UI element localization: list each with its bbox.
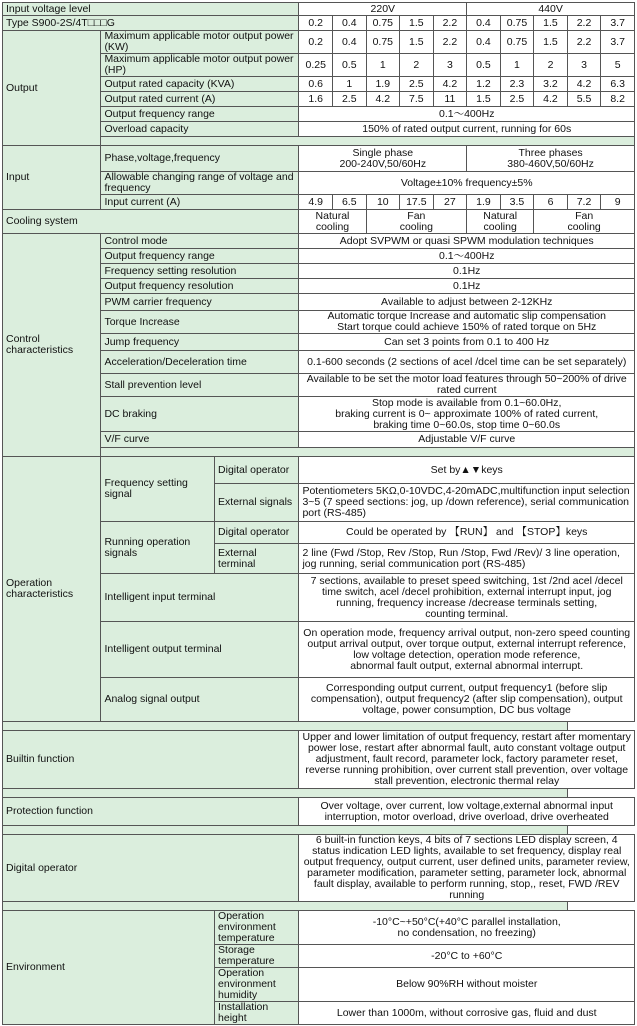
value-cell: Three phases 380-460V,50/60Hz [467, 146, 635, 172]
row-label: Digital operator [215, 522, 299, 544]
table-row [3, 146, 635, 172]
table-row [3, 234, 635, 249]
row-label: Environment [3, 911, 215, 1025]
value-cell: Fan cooling [534, 210, 635, 234]
value-cell: 0.25 [299, 54, 333, 77]
value-cell: 0.4 [467, 16, 501, 31]
row-label: Intelligent input terminal [101, 574, 299, 622]
value-cell: 2.2 [567, 16, 601, 31]
value-cell: 0.4 [467, 31, 501, 54]
value-cell: 17.5 [400, 195, 434, 210]
value-cell: 5.5 [567, 92, 601, 107]
table-row [3, 798, 635, 826]
value-cell: -10°C~+50°C(+40°C parallel installation, no condensation, no freezing) [299, 911, 635, 945]
value-cell: 6 built-in function keys, 4 bits of 7 sections LED display screen, 4 status indication LED lights, available to set frequency, display real output frequency, output current, user defined units, parameter review, parameter modification, parameter setting, parameter lock, abnormal fault display, available to perform running, stop,, reset, FWD /REV running [299, 835, 635, 902]
value-cell: 2 [534, 54, 568, 77]
value-cell: Natural cooling [299, 210, 366, 234]
value-cell: 0.1-600 seconds (2 sections of acel /dcel time can be set separately) [299, 351, 635, 374]
value-cell: 1.2 [467, 77, 501, 92]
value-cell: 4.9 [299, 195, 333, 210]
row-label: Stall prevention level [101, 374, 299, 397]
value-cell: 0.1Hz [299, 279, 635, 294]
row-label: Output frequency range [101, 107, 299, 122]
value-cell: 1 [332, 77, 366, 92]
value-cell: 0.4 [332, 31, 366, 54]
value-cell: 2 [400, 54, 434, 77]
value-cell: 1 [500, 54, 534, 77]
value-cell: 1.5 [534, 31, 568, 54]
value-cell: 0.5 [332, 54, 366, 77]
spec-table [2, 2, 635, 1025]
value-cell: 0.5 [467, 54, 501, 77]
value-cell: Below 90%RH without moister [299, 968, 635, 1002]
value-cell: 2.2 [567, 31, 601, 54]
value-cell: Fan cooling [366, 210, 467, 234]
value-cell: Lower than 1000m, without corrosive gas, fluid and dust [299, 1002, 635, 1025]
row-label: Control characteristics [3, 234, 101, 457]
row-label: Phase,voltage,frequency [101, 146, 299, 172]
value-cell: Voltage±10% frequency±5% [299, 172, 635, 195]
value-cell: 4.2 [433, 77, 467, 92]
value-cell: 2.3 [500, 77, 534, 92]
value-cell: 7 sections, available to preset speed switching, 1st /2nd acel /decel time switch, acel /decel prohibition, external interrupt input, jog running, frequency increase /decrease terminals setting, counting terminal. [299, 574, 635, 622]
value-cell: Available to adjust between 2-12KHz [299, 294, 635, 311]
row-label: Acceleration/Deceleration time [101, 351, 299, 374]
value-cell: 1.5 [467, 92, 501, 107]
row-label: Jump frequency [101, 334, 299, 351]
value-cell: 2.5 [400, 77, 434, 92]
value-cell: 9 [601, 195, 635, 210]
value-cell: Available to be set the motor load features through 50~200% of drive rated current [299, 374, 635, 397]
row-label [101, 137, 635, 146]
row-label: Output frequency range [101, 249, 299, 264]
row-label: Output rated capacity (KVA) [101, 77, 299, 92]
row-label: Operation environment humidity [215, 968, 299, 1002]
value-cell: 1.5 [400, 16, 434, 31]
row-label: DC braking [101, 397, 299, 432]
value-cell: 4.2 [366, 92, 400, 107]
row-label: Frequency setting signal [101, 457, 215, 522]
value-cell: 150% of rated output current, running for 60s [299, 122, 635, 137]
table-row [3, 911, 635, 945]
row-label: Installation height [215, 1002, 299, 1025]
value-cell: 11 [433, 92, 467, 107]
row-label [3, 789, 568, 798]
row-label: Overload capacity [101, 122, 299, 137]
value-cell: 1 [366, 54, 400, 77]
value-cell: Adjustable V/F curve [299, 432, 635, 448]
row-label: Analog signal output [101, 678, 299, 722]
value-cell: 2.2 [433, 31, 467, 54]
table-row [3, 210, 635, 234]
table-row [3, 835, 635, 902]
value-cell: On operation mode, frequency arrival output, non-zero speed counting output arrival output, over torque output, external interrupt reference, low voltage detection, operation mode reference, abnormal fault output, external abnormal interrupt. [299, 622, 635, 678]
value-cell: 2.2 [433, 16, 467, 31]
value-cell: Can set 3 points from 0.1 to 400 Hz [299, 334, 635, 351]
row-label: Output rated current (A) [101, 92, 299, 107]
row-label: Type S900-2S/4T□□□G [3, 16, 299, 31]
value-cell: 7.5 [400, 92, 434, 107]
table-row [3, 731, 635, 789]
value-cell: 0.2 [299, 31, 333, 54]
row-label: External terminal [215, 544, 299, 574]
table-row [3, 31, 635, 54]
row-label [101, 448, 635, 457]
value-cell: 2.5 [500, 92, 534, 107]
table-row [3, 457, 635, 484]
value-cell: Potentiometers 5KΩ,0-10VDC,4-20mADC,multifunction input selection 3~5 (7 speed sections: jog, up /down reference), serial communication port (RS-485) [299, 484, 635, 522]
value-cell: Could be operated by 【RUN】 and 【STOP】keys [299, 522, 635, 544]
value-cell: Natural cooling [467, 210, 534, 234]
row-label: PWM carrier frequency [101, 294, 299, 311]
row-label [3, 902, 568, 911]
row-label: Operation environment temperature [215, 911, 299, 945]
value-cell: 6.5 [332, 195, 366, 210]
value-cell: Adopt SVPWM or quasi SPWM modulation techniques [299, 234, 635, 249]
spec-table-body [3, 3, 635, 1025]
value-cell: 0.1Hz [299, 264, 635, 279]
value-cell: 27 [433, 195, 467, 210]
value-cell: 440V [467, 3, 635, 16]
value-cell: 3.2 [534, 77, 568, 92]
value-cell: 3.7 [601, 16, 635, 31]
value-cell: 4.2 [567, 77, 601, 92]
row-label: Frequency setting resolution [101, 264, 299, 279]
row-label: Digital operator [215, 457, 299, 484]
value-cell: 2 line (Fwd /Stop, Rev /Stop, Run /Stop, Fwd /Rev)/ 3 line operation, jog running, serial communication port (RS-485) [299, 544, 635, 574]
value-cell: 4.2 [534, 92, 568, 107]
row-label [3, 826, 568, 835]
row-label: Operation characteristics [3, 457, 101, 722]
value-cell: Corresponding output current, output frequency1 (before slip compensation), output frequency2 (after slip compensation), output voltage, power consumption, DC bus voltage [299, 678, 635, 722]
row-label: Input current (A) [101, 195, 299, 210]
value-cell: Automatic torque Increase and automatic slip compensation Start torque could achieve 150% of rated torque on 5Hz [299, 311, 635, 334]
value-cell: 6 [534, 195, 568, 210]
value-cell: 3 [433, 54, 467, 77]
value-cell: Stop mode is available from 0.1~60.0Hz, braking current is 0~ approximate 100% of rated current, braking time 0~60.0s, stop time 0~60.0s [299, 397, 635, 432]
value-cell: 0.6 [299, 77, 333, 92]
row-label: Running operation signals [101, 522, 215, 574]
row-label: Digital operator [3, 835, 299, 902]
value-cell: 1.9 [366, 77, 400, 92]
row-label: External signals [215, 484, 299, 522]
row-label: Intelligent output terminal [101, 622, 299, 678]
value-cell: 0.75 [366, 31, 400, 54]
value-cell: 10 [366, 195, 400, 210]
value-cell: 6.3 [601, 77, 635, 92]
row-label: Storage temperature [215, 945, 299, 968]
value-cell: Upper and lower limitation of output frequency, restart after momentary power lose, restart after abnormal fault, auto constant voltage output adjustment, fault record, parameter lock, factory parameter reset, reverse running prohibition, over current stall prevention, over voltage stall prevention, electronic thermal relay [299, 731, 635, 789]
row-label: V/F curve [101, 432, 299, 448]
table-row [3, 16, 635, 31]
value-cell: 0.1～400Hz [299, 249, 635, 264]
value-cell: 1.5 [400, 31, 434, 54]
value-cell: 0.2 [299, 16, 333, 31]
value-cell: 3 [567, 54, 601, 77]
row-label: Output frequency resolution [101, 279, 299, 294]
value-cell: 1.5 [534, 16, 568, 31]
value-cell: 3.7 [601, 31, 635, 54]
row-label: Builtin function [3, 731, 299, 789]
row-label: Input [3, 146, 101, 210]
row-label: Allowable changing range of voltage and frequency [101, 172, 299, 195]
value-cell: 7.2 [567, 195, 601, 210]
value-cell: 3.5 [500, 195, 534, 210]
value-cell: 0.1～400Hz [299, 107, 635, 122]
value-cell: 8.2 [601, 92, 635, 107]
row-label: Output [3, 31, 101, 146]
value-cell: Single phase 200-240V,50/60Hz [299, 146, 467, 172]
value-cell: -20°C to +60°C [299, 945, 635, 968]
row-label: Cooling system [3, 210, 299, 234]
value-cell: 0.75 [500, 31, 534, 54]
table-row [3, 3, 635, 16]
value-cell: Set by▲▼keys [299, 457, 635, 484]
value-cell: 220V [299, 3, 467, 16]
row-label: Protection function [3, 798, 299, 826]
row-label: Maximum applicable motor output power (HP) [101, 54, 299, 77]
row-label: Input voltage level [3, 3, 299, 16]
value-cell: 0.75 [366, 16, 400, 31]
table-row [3, 722, 635, 731]
table-row [3, 902, 635, 911]
row-label: Torque Increase [101, 311, 299, 334]
table-row [3, 789, 635, 798]
row-label [3, 722, 568, 731]
value-cell: 0.4 [332, 16, 366, 31]
value-cell: 5 [601, 54, 635, 77]
value-cell: Over voltage, over current, low voltage,external abnormal input interruption, motor overload, drive overload, drive overheated [299, 798, 635, 826]
row-label: Control mode [101, 234, 299, 249]
value-cell: 1.9 [467, 195, 501, 210]
value-cell: 0.75 [500, 16, 534, 31]
table-row [3, 826, 635, 835]
row-label: Maximum applicable motor output power (KW) [101, 31, 299, 54]
value-cell: 1.6 [299, 92, 333, 107]
value-cell: 2.5 [332, 92, 366, 107]
